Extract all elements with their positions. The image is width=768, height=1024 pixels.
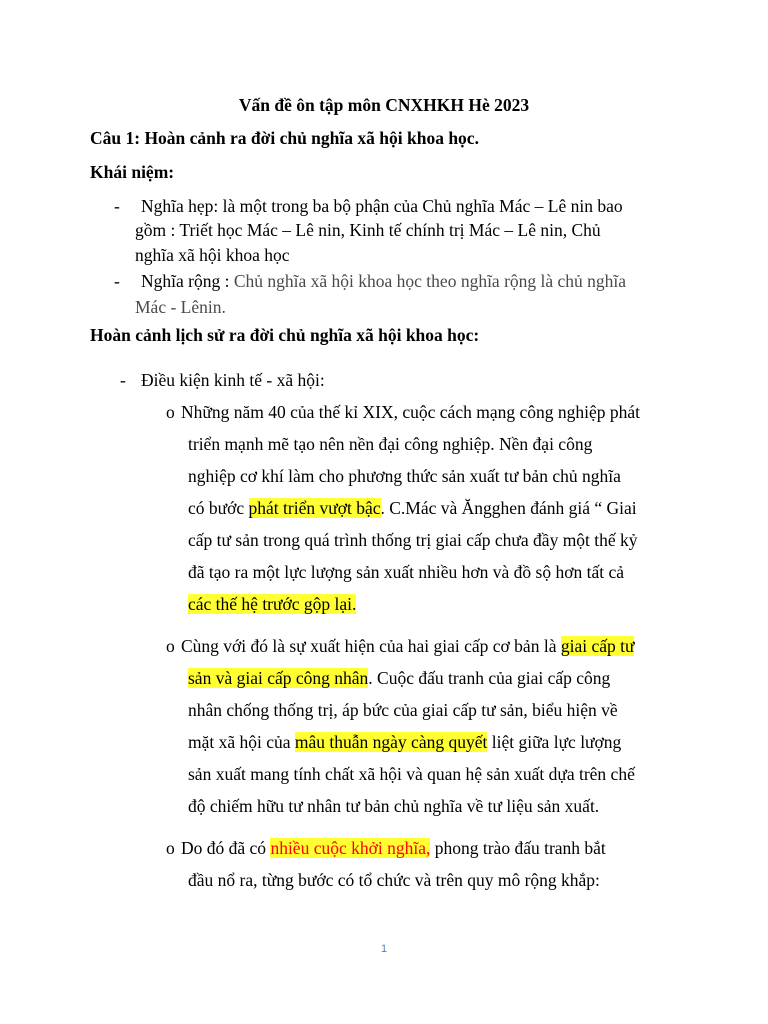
p2-line-6: độ chiếm hữu tư nhân tư bản chủ nghĩa về tư liệu sản xuất. (188, 796, 600, 816)
p2-line-2: sản và giai cấp công nhân. Cuộc đấu tranh của giai cấp công (188, 668, 611, 688)
question-1-heading: Câu 1: Hoàn cảnh ra đời chủ nghĩa xã hội khoa học. (90, 128, 479, 148)
p1-line-2: triển mạnh mẽ tạo nên nền đại công nghiệp. Nền đại công (188, 434, 593, 454)
sub-bullet: o (166, 636, 175, 656)
list-dash: - (114, 271, 120, 291)
p1-line-4: có bước phát triển vượt bậc. C.Mác và Ăngghen đánh giá “ Giai (188, 498, 637, 518)
highlight-red: nhiều cuộc khởi nghĩa, (270, 838, 431, 858)
highlight: sản và giai cấp công nhân (188, 668, 369, 688)
document-title: Vấn đề ôn tập môn CNXHKH Hè 2023 (238, 95, 530, 115)
p2-line-3: nhân chống thống trị, áp bức của giai cấp tư sản, biểu hiện về (188, 700, 618, 720)
highlight: giai cấp tư (560, 636, 635, 656)
narrow-meaning-line-3: nghĩa xã hội khoa học (135, 245, 290, 265)
p1-line-3: nghiệp cơ khí làm cho phương thức sản xuất tư bản chủ nghĩa (188, 466, 621, 486)
p3-line-2: đầu nổ ra, từng bước có tổ chức và trên quy mô rộng khắp: (188, 870, 600, 890)
p3-line-1: Do đó đã có nhiều cuộc khởi nghĩa, phong trào đấu tranh bắt (181, 838, 606, 858)
page-number: 1 (380, 943, 388, 955)
p1-line-7 (188, 593, 356, 615)
p1-line-6: đã tạo ra một lực lượng sản xuất nhiều hơn và đồ sộ hơn tất cả (188, 562, 625, 582)
p2-line-1: Cùng với đó là sự xuất hiện của hai giai cấp cơ bản là giai cấp tư (181, 636, 635, 656)
broad-meaning-line-2: Mác - Lênin. (135, 297, 226, 317)
broad-meaning-line-1 (141, 270, 626, 292)
history-heading: Hoàn cảnh lịch sử ra đời chủ nghĩa xã hội khoa học: (90, 325, 480, 345)
sub-bullet: o (166, 838, 175, 858)
p2-line-5: sản xuất mang tính chất xã hội và quan hệ sản xuất dựa trên chế (188, 764, 635, 784)
narrow-meaning-line-2: gồm : Triết học Mác – Lê nin, Kinh tế chính trị Mác – Lê nin, Chủ (135, 220, 601, 240)
p1-line-5: cấp tư sản trong quá trình thống trị giai cấp chưa đầy một thế kỷ (188, 530, 638, 550)
highlight: phát triển vượt bậc (248, 498, 381, 518)
highlight: mâu thuẫn ngày càng quyết (294, 732, 488, 752)
list-dash: - (114, 196, 120, 216)
p2-line-4: mặt xã hội của mâu thuẫn ngày càng quyết liệt giữa lực lượng (188, 732, 622, 752)
concept-heading: Khái niệm: (90, 162, 175, 182)
econ-condition-label: Điều kiện kinh tế - xã hội: (141, 370, 325, 390)
highlight: các thế hệ trước gộp lại. (188, 594, 357, 614)
list-dash: - (120, 370, 126, 390)
broad-meaning-label: Nghĩa rộng : (141, 271, 230, 291)
narrow-meaning-line-1: Nghĩa hẹp: là một trong ba bộ phận của Chủ nghĩa Mác – Lê nin bao (141, 196, 623, 216)
p1-line-1: Những năm 40 của thế kỉ XIX, cuộc cách mạng công nghiệp phát (181, 402, 640, 422)
broad-meaning-text: Chủ nghĩa xã hội khoa học theo nghĩa rộng là chủ nghĩa (233, 271, 627, 291)
sub-bullet: o (166, 402, 175, 422)
